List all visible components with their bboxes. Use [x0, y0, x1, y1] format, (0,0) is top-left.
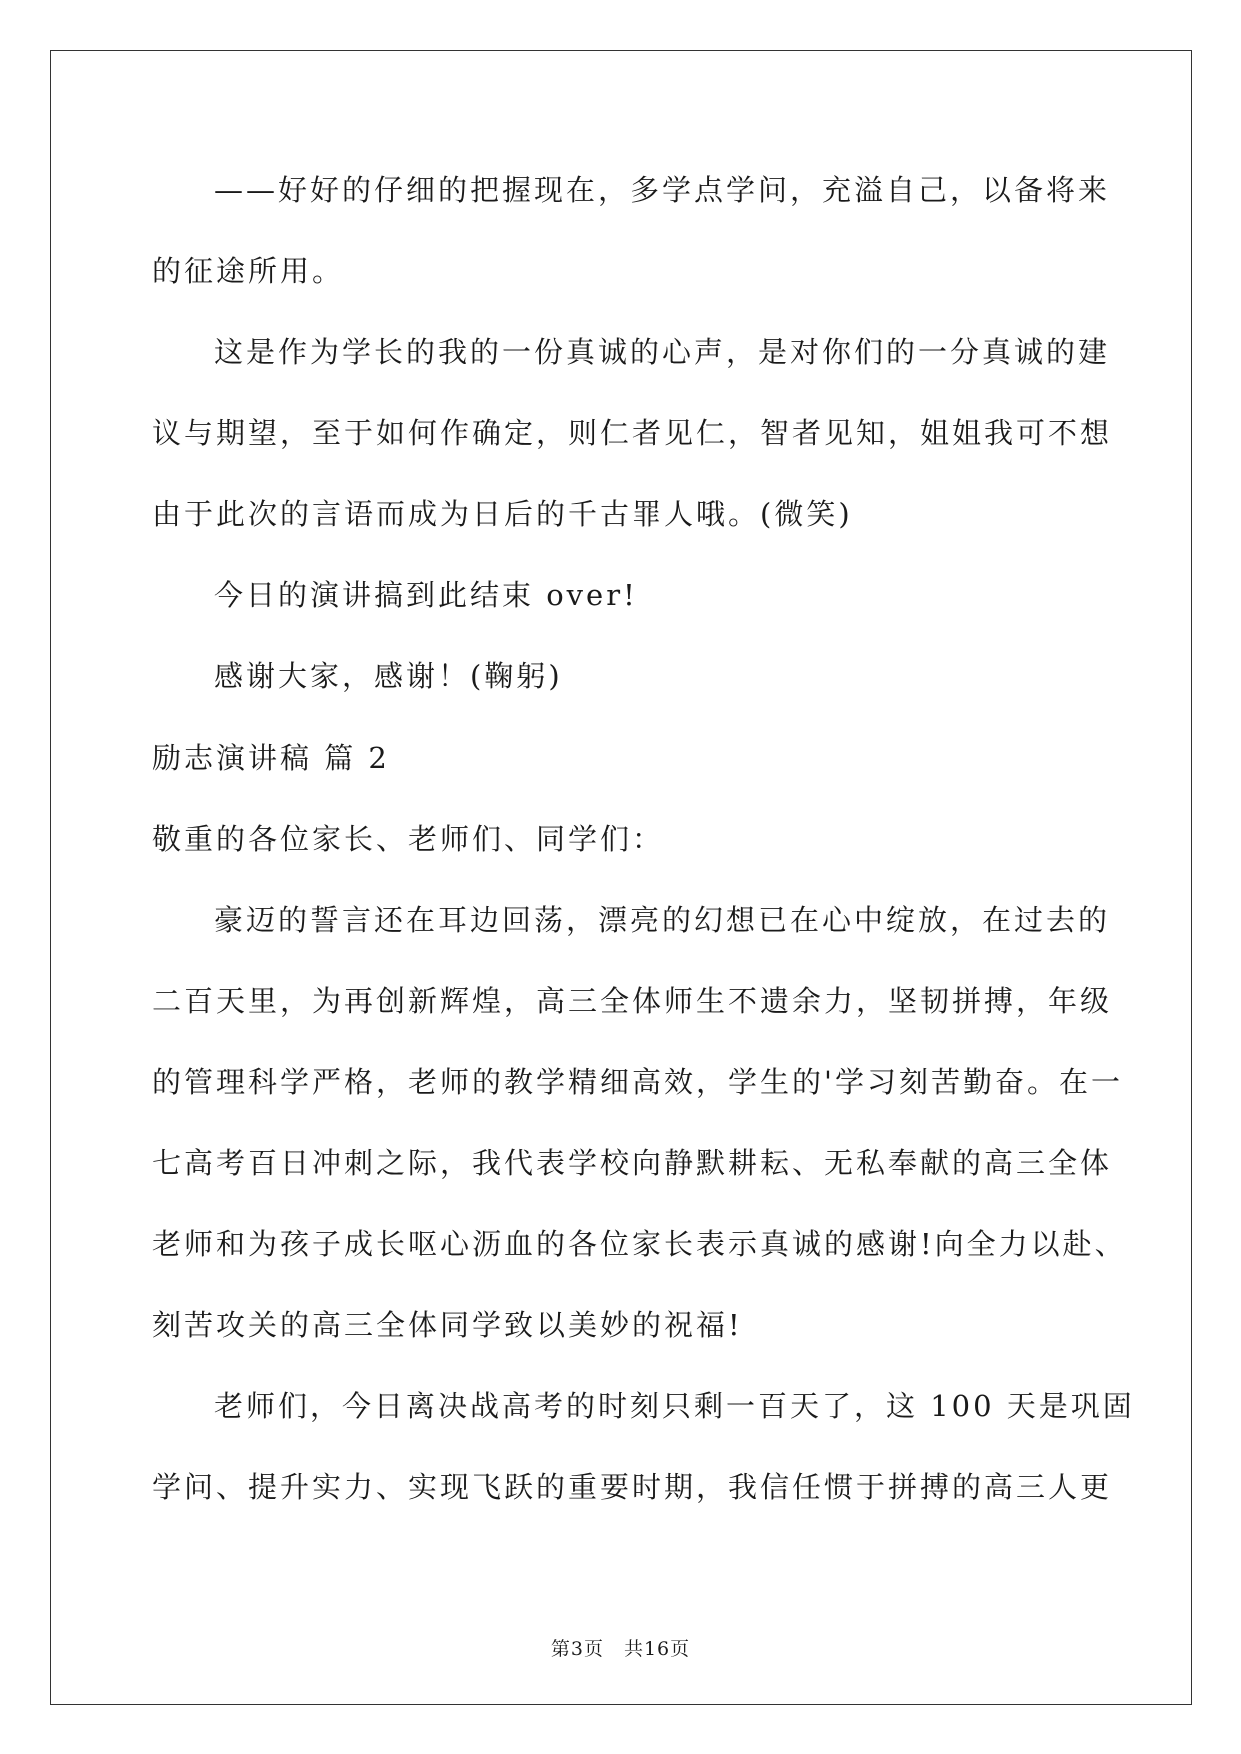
paragraph-line: 七高考百日冲刺之际，我代表学校向静默耕耘、无私奉献的高三全体 — [152, 1146, 1113, 1180]
paragraph-line: 的征途所用。 — [152, 254, 345, 288]
paragraph-line: 刻苦攻关的高三全体同学致以美妙的祝福! — [152, 1308, 743, 1342]
page-border — [50, 50, 1192, 1705]
paragraph-line: 老师们，今日离决战高考的时刻只剩一百天了，这 100 天是巩固 — [214, 1389, 1135, 1423]
paragraph-line: ——好好的仔细的把握现在，多学点学问，充溢自己，以备将来 — [214, 173, 1111, 207]
paragraph-line: 的管理科学严格，老师的教学精细高效，学生的'学习刻苦勤奋。在一 — [152, 1065, 1123, 1099]
page-number-footer: 第3页 共16页 — [550, 1638, 691, 1660]
paragraph-line: 由于此次的言语而成为日后的千古罪人哦。(微笑) — [152, 497, 853, 531]
paragraph-line: 二百天里，为再创新辉煌，高三全体师生不遗余力，坚韧拼搏，年级 — [152, 984, 1113, 1018]
paragraph-line: 议与期望，至于如何作确定，则仁者见仁，智者见知，姐姐我可不想 — [152, 416, 1113, 450]
section-heading: 励志演讲稿 篇 2 — [152, 741, 390, 775]
paragraph-line: 今日的演讲搞到此结束 over! — [214, 578, 638, 612]
paragraph-line: 老师和为孩子成长呕心沥血的各位家长表示真诚的感谢!向全力以赴、 — [152, 1227, 1127, 1261]
paragraph-line: 豪迈的誓言还在耳边回荡，漂亮的幻想已在心中绽放，在过去的 — [214, 903, 1111, 937]
paragraph-line: 学问、提升实力、实现飞跃的重要时期，我信任惯于拼搏的高三人更 — [152, 1470, 1113, 1504]
salutation: 敬重的各位家长、老师们、同学们： — [152, 822, 665, 856]
paragraph-line: 这是作为学长的我的一份真诚的心声，是对你们的一分真诚的建 — [214, 335, 1111, 369]
paragraph-line: 感谢大家，感谢！(鞠躬) — [214, 659, 563, 693]
